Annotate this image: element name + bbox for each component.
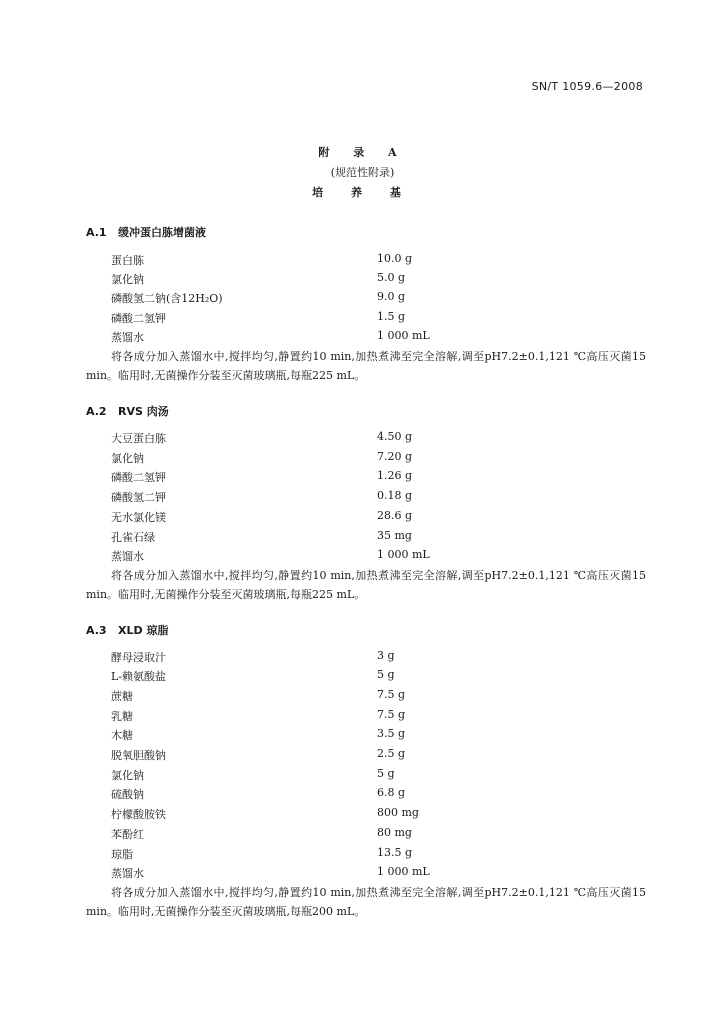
- ingredient-row: [111, 489, 631, 507]
- ingredient-row: [111, 469, 631, 487]
- section-number: A.3: [86, 624, 107, 637]
- method-paragraph: 将各成分加入蒸馏水中,搅拌均匀,静置约10 min,加热煮沸至完全溶解,调至pH7.2±0.1,121 ℃高压灭菌15 min。临用时,无菌操作分装至灭菌玻璃瓶,每瓶200 mL。: [86, 886, 646, 918]
- ingredient-amount: 1.26 g: [377, 469, 413, 482]
- ingredient-row: [111, 329, 631, 347]
- ingredient-amount: 0.18 g: [377, 489, 413, 502]
- ingredient-amount: 3 g: [377, 649, 395, 662]
- ingredient-name: 孔雀石绿: [111, 531, 155, 544]
- ingredient-row: [111, 450, 631, 468]
- ingredient-row: [111, 806, 631, 824]
- ingredient-name: 乳糖: [111, 710, 133, 723]
- ingredient-row: [111, 767, 631, 785]
- ingredient-name: 磷酸二氢钾: [111, 471, 166, 484]
- ingredient-row: [111, 548, 631, 566]
- ingredient-amount: 5 g: [377, 668, 395, 681]
- ingredient-name: 蒸馏水: [111, 867, 144, 880]
- ingredient-name: L-赖氨酸盐: [111, 670, 167, 683]
- ingredient-name: 蒸馏水: [111, 550, 144, 563]
- ingredient-name: 蔗糖: [111, 690, 133, 703]
- section-title: RVS 肉汤: [118, 405, 169, 418]
- appendix-title: 附 录 A: [318, 146, 407, 159]
- ingredient-amount: 5.0 g: [377, 271, 406, 284]
- ingredient-row: [111, 708, 631, 726]
- ingredient-name: 无水氯化镁: [111, 511, 166, 524]
- ingredient-name: 苯酚红: [111, 828, 144, 841]
- ingredient-name: 磷酸氢二钾: [111, 491, 166, 504]
- section-title: 缓冲蛋白胨增菌液: [118, 226, 206, 239]
- ingredient-amount: 3.5 g: [377, 727, 406, 740]
- section-heading: [86, 224, 206, 240]
- appendix-name: 培 养 基: [312, 186, 413, 199]
- ingredient-name: 磷酸二氢钾: [111, 312, 166, 325]
- section-number: A.1: [86, 226, 107, 239]
- ingredient-amount: 7.5 g: [377, 708, 406, 721]
- ingredient-row: [111, 668, 631, 686]
- ingredient-name: 氯化钠: [111, 769, 144, 782]
- ingredient-amount: 7.5 g: [377, 688, 406, 701]
- ingredient-row: [111, 310, 631, 328]
- appendix-subtitle: (规范性附录): [330, 166, 395, 179]
- method-paragraph: 将各成分加入蒸馏水中,搅拌均匀,静置约10 min,加热煮沸至完全溶解,调至pH7.2±0.1,121 ℃高压灭菌15 min。临用时,无菌操作分装至灭菌玻璃瓶,每瓶225 mL。: [86, 569, 646, 601]
- ingredient-name: 脱氧胆酸钠: [111, 749, 166, 762]
- ingredient-row: [111, 688, 631, 706]
- ingredient-row: [111, 747, 631, 765]
- ingredient-row: [111, 865, 631, 883]
- ingredient-row: [111, 509, 631, 527]
- ingredient-row: [111, 430, 631, 448]
- section-title: XLD 琼脂: [118, 624, 169, 637]
- ingredient-amount: 35 mg: [377, 529, 412, 542]
- ingredient-name: 柠檬酸胺铁: [111, 808, 166, 821]
- ingredient-row: [111, 649, 631, 667]
- method-paragraph: 将各成分加入蒸馏水中,搅拌均匀,静置约10 min,加热煮沸至完全溶解,调至pH7.2±0.1,121 ℃高压灭菌15 min。临用时,无菌操作分装至灭菌玻璃瓶,每瓶225 mL。: [86, 350, 646, 382]
- ingredient-amount: 13.5 g: [377, 846, 413, 859]
- ingredient-name: 木糖: [111, 729, 133, 742]
- ingredient-name: 磷酸氢二钠(含12H₂O): [111, 292, 223, 305]
- ingredient-amount: 1 000 mL: [377, 329, 430, 342]
- ingredient-amount: 7.20 g: [377, 450, 413, 463]
- ingredient-name: 氯化钠: [111, 452, 144, 465]
- ingredient-amount: 6.8 g: [377, 786, 406, 799]
- ingredient-amount: 9.0 g: [377, 290, 406, 303]
- section-number: A.2: [86, 405, 107, 418]
- ingredient-amount: 10.0 g: [377, 252, 413, 265]
- ingredient-row: [111, 826, 631, 844]
- ingredient-name: 蛋白胨: [111, 254, 144, 267]
- ingredient-row: [111, 529, 631, 547]
- ingredient-amount: 80 mg: [377, 826, 412, 839]
- ingredient-amount: 5 g: [377, 767, 395, 780]
- ingredient-row: [111, 846, 631, 864]
- ingredient-amount: 1.5 g: [377, 310, 406, 323]
- ingredient-amount: 1 000 mL: [377, 865, 430, 878]
- standard-number: SN/T 1059.6—2008: [531, 80, 643, 93]
- ingredient-name: 硫酸钠: [111, 788, 144, 801]
- ingredient-amount: 1 000 mL: [377, 548, 430, 561]
- ingredient-row: [111, 252, 631, 270]
- ingredient-amount: 2.5 g: [377, 747, 406, 760]
- ingredient-amount: 28.6 g: [377, 509, 413, 522]
- ingredient-name: 酵母浸取汁: [111, 651, 166, 664]
- ingredient-name: 蒸馏水: [111, 331, 144, 344]
- ingredient-name: 氯化钠: [111, 273, 144, 286]
- ingredient-row: [111, 290, 631, 308]
- ingredient-row: [111, 786, 631, 804]
- section-heading: [86, 622, 168, 638]
- ingredient-name: 琼脂: [111, 848, 133, 861]
- ingredient-row: [111, 271, 631, 289]
- ingredient-amount: 4.50 g: [377, 430, 413, 443]
- ingredient-name: 大豆蛋白胨: [111, 432, 166, 445]
- ingredient-row: [111, 727, 631, 745]
- section-heading: [86, 403, 169, 419]
- ingredient-amount: 800 mg: [377, 806, 419, 819]
